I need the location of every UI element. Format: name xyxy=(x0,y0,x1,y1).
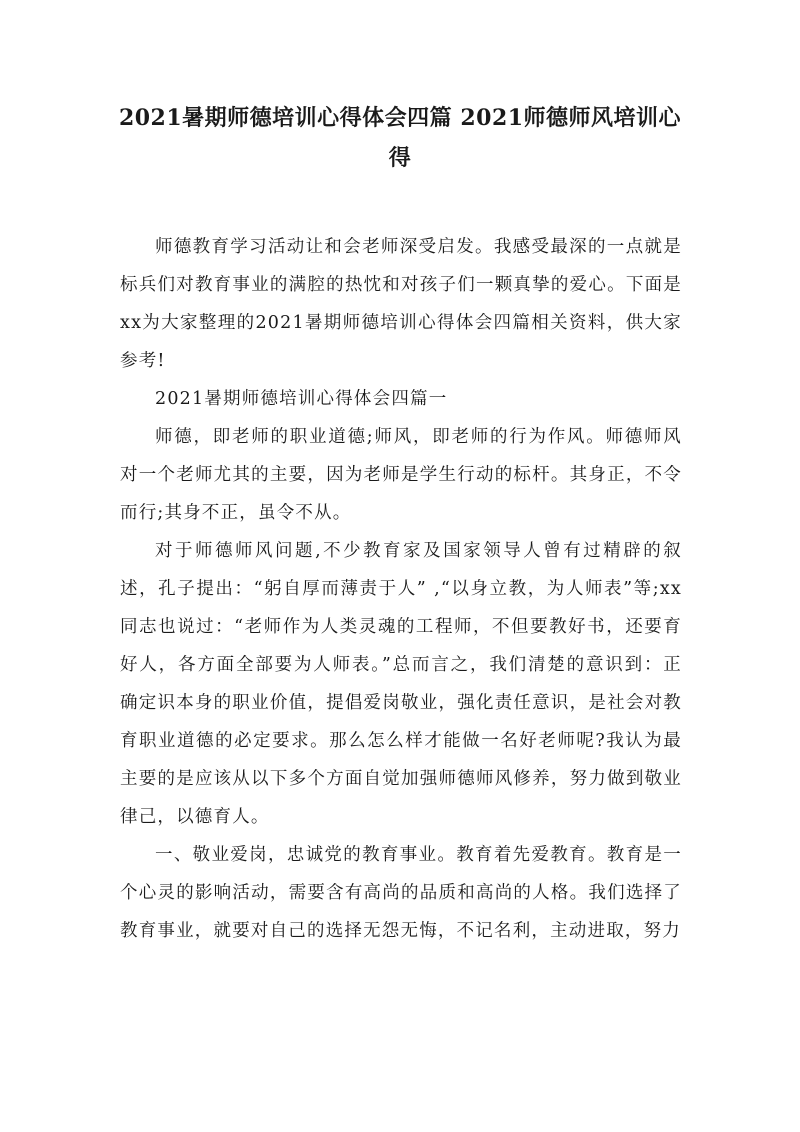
paragraph-point-one: 一、敬业爱岗，忠诚党的教育事业。教育着先爱教育。教育是一个心灵的影响活动，需要含有高尚的品质和高尚的人格。我们选择了教育事业，就要对自己的选择无怨无悔，不记名利，主动进取，努力 xyxy=(120,845,682,941)
section-heading: 2021暑期师德培训心得体会四篇一 xyxy=(155,389,448,409)
paragraph-quotes: 对于师德师风问题,不少教育家及国家领导人曾有过精辟的叙述，孔子提出：“躬自厚而薄责于人” ,“以身立教，为人师表”等;xx同志也说过：“老师作为人类灵魂的工程师，不但要教好书，还要育好人，各方面全部要为人师表。”总而言之，我们清楚的意识到：正确定识本身的职业价值，提倡爱岗敬业，强化责任意识，是社会对教育职业道德的必定要求。那么怎么样才能做一名好老师呢?我认为最主要的是应该从以下多个方面自觉加强师德师风修养，努力做到敬业律己，以德育人。 xyxy=(120,541,682,827)
document-title: 2021暑期师德培训心得体会四篇 2021师德师风培训心得 xyxy=(118,105,682,171)
document-body xyxy=(120,228,682,950)
paragraph-definition: 师德，即老师的职业道德;师风，即老师的行为作风。师德师风对一个老师尤其的主要，因为老师是学生行动的标杆。其身正，不令而行;其身不正，虽令不从。 xyxy=(120,427,682,523)
paragraph-intro: 师德教育学习活动让和会老师深受启发。我感受最深的一点就是标兵们对教育事业的满腔的热忱和对孩子们一颗真挚的爱心。下面是xx为大家整理的2021暑期师德培训心得体会四篇相关资料，供大家参考! xyxy=(120,237,682,371)
